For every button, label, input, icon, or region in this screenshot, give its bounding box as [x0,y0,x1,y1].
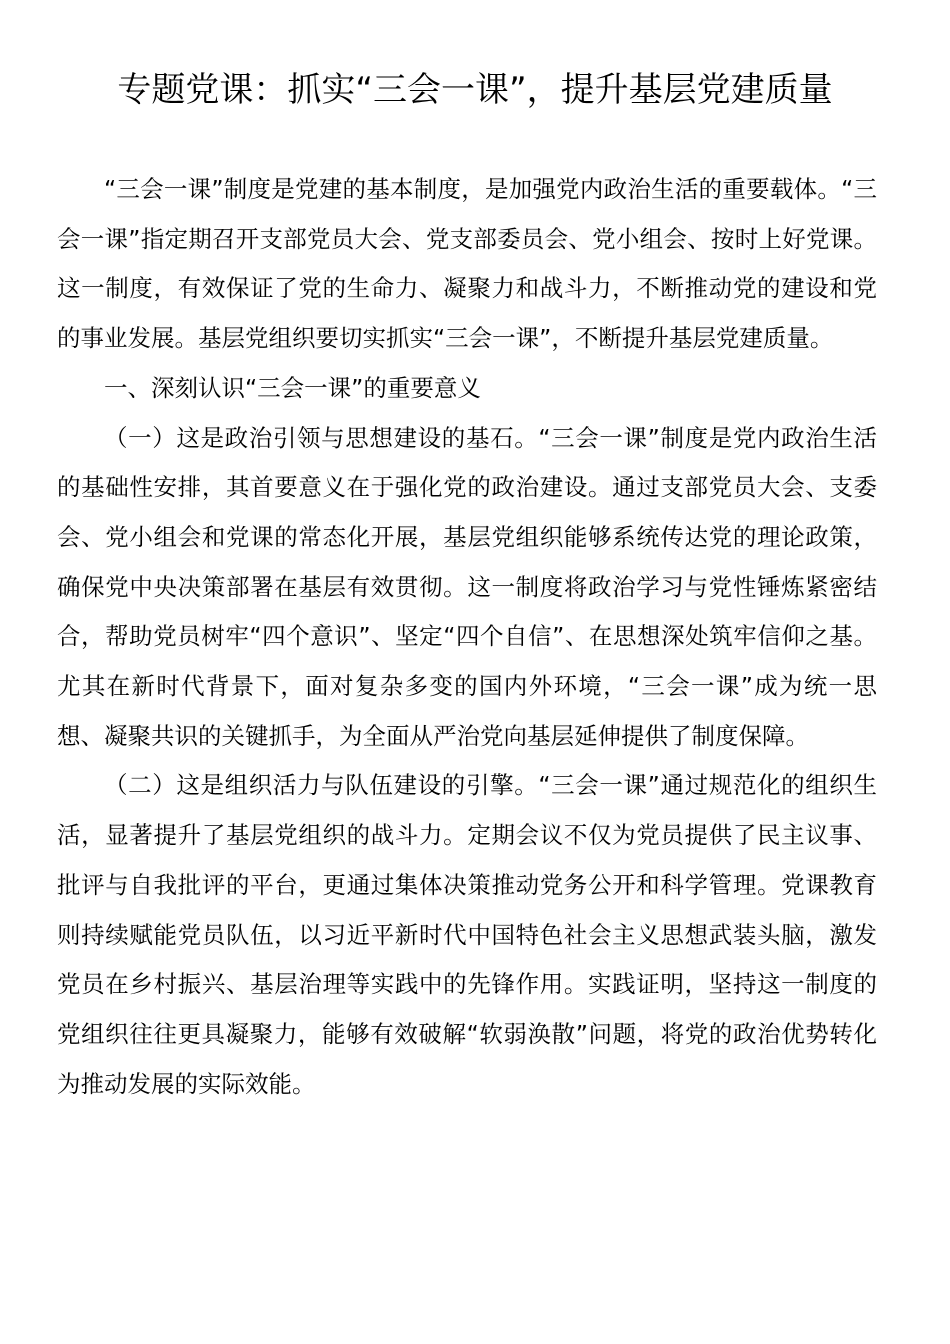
document-title: 专题党课：抓实“三会一课”，提升基层党建质量 [117,70,833,110]
document-body [57,165,877,1109]
subsection-paragraph-2: （二）这是组织活力与队伍建设的引擎。“三会一课”通过规范化的组织生活，显著提升了基层党组织的战斗力。定期会议不仅为党员提供了民主议事、批评与自我批评的平台，更通过集体决策推动党务公开和科学管理。党课教育则持续赋能党员队伍，以习近平新时代中国特色社会主义思想武装头脑，激发党员在乡村振兴、基层治理等实践中的先锋作用。实践证明，坚持这一制度的党组织往往更具凝聚力，能够有效破解“软弱涣散”问题，将党的政治优势转化为推动发展的实际效能。 [57,771,877,1098]
intro-paragraph: “三会一课”制度是党建的基本制度，是加强党内政治生活的重要载体。“三会一课”指定期召开支部党员大会、党支部委员会、党小组会、按时上好党课。这一制度，有效保证了党的生命力、凝聚力和战斗力，不断推动党的建设和党的事业发展。基层党组织要切实抓实“三会一课”，不断提升基层党建质量。 [57,175,877,353]
subsection-paragraph-1: （一）这是政治引领与思想建设的基石。“三会一课”制度是党内政治生活的基础性安排，其首要意义在于强化党的政治建设。通过支部党员大会、支委会、党小组会和党课的常态化开展，基层党组织能够系统传达党的理论政策，确保党中央决策部署在基层有效贯彻。这一制度将政治学习与党性锤炼紧密结合，帮助党员树牢“四个意识”、坚定“四个自信”、在思想深处筑牢信仰之基。尤其在新时代背景下，面对复杂多变的国内外环境，“三会一课”成为统一思想、凝聚共识的关键抓手，为全面从严治党向基层延伸提供了制度保障。 [57,423,877,750]
section-heading-1: 一、深刻认识“三会一课”的重要意义 [104,373,481,402]
